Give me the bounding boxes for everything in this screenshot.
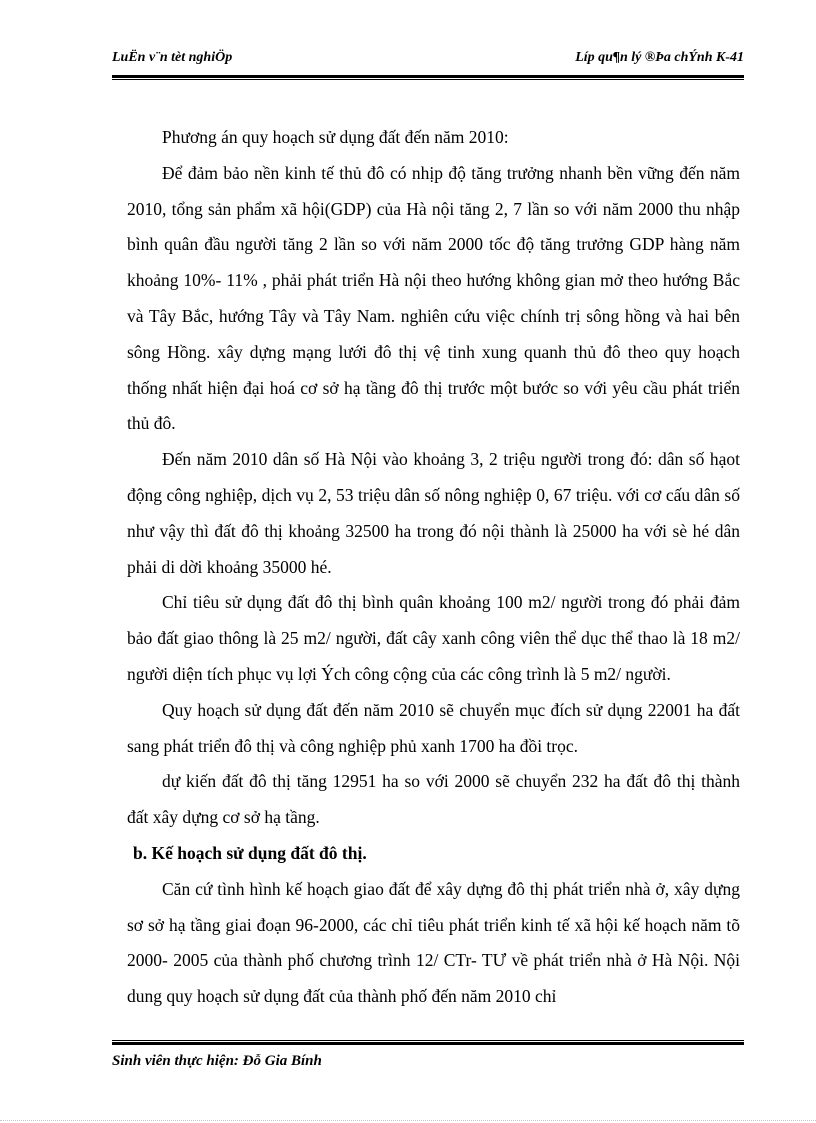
page-footer-author: Sinh viên thực hiện: Đỗ Gia Bính bbox=[112, 1053, 322, 1069]
paragraph-plan-intro: Phương án quy hoạch sử dụng đất đến năm 2010: bbox=[162, 127, 509, 147]
header-thesis-label: LuËn v¨n tèt nghiÖp bbox=[112, 50, 233, 65]
header-class-label: Líp qu¶n lý ®Þa chÝnh K-41 bbox=[575, 50, 744, 65]
page-header bbox=[112, 50, 744, 70]
paragraph-closing: Căn cứ tình hình kế hoạch giao đất để xây dựng đô thị phát triển nhà ở, xây dựng sơ sở hạ tầng giai đoạn 96-2000, các chỉ tiêu phát triển kinh tế xã hội kế hoạch năm tõ 2000- 2005 của thành phố chương trình 12/ CTr- TƯ về phát triển nhà ở Hà Nội. Nội dung quy hoạch sử dụng đất của thành phố đến năm 2010 chỉ bbox=[127, 878, 740, 1007]
section-heading: b. Kế hoạch sử dụng đất đô thị. bbox=[133, 842, 367, 863]
header-divider bbox=[112, 75, 744, 80]
paragraph-growth-target: Để đảm bảo nền kinh tế thủ đô có nhịp độ tăng trưởng nhanh bền vững đến năm 2010, tổng sản phẩm xã hội(GDP) của Hà nội tăng 2, 7 lần so với năm 2000 thu nhập bình quân đầu người tăng 2 lần so với năm 2000 tốc độ tăng trưởng GDP hàng năm khoảng 10%- 11% , phải phát triển Hà nội theo hướng không gian mở theo hướng Bắc và Tây Bắc, hướng Tây và Tây Nam. nghiên cứu việc chính trị sông hồng và hai bên sông Hồng. xây dựng mạng lưới đô thị vệ tinh xung quanh thủ đô theo quy hoạch thống nhất hiện đại hoá cơ sở hạ tầng đô thị trước một bước so với yêu cầu phát triển thủ đô. bbox=[127, 162, 740, 434]
document-body bbox=[127, 120, 740, 1015]
footer-divider bbox=[112, 1040, 744, 1045]
paragraph-land-conversion: Quy hoạch sử dụng đất đến năm 2010 sẽ chuyển mục đích sử dụng 22001 ha đất sang phát triển đô thị và công nghiệp phủ xanh 1700 ha đồi trọc. bbox=[127, 699, 740, 756]
page-edge-marker bbox=[0, 1120, 816, 1121]
paragraph-land-norms: Chỉ tiêu sử dụng đất đô thị bình quân khoảng 100 m2/ người trong đó phải đảm bảo đất giao thông là 25 m2/ người, đất cây xanh công viên thể dục thể thao là 18 m2/ người diện tích phục vụ lợi Ých công cộng của các công trình là 5 m2/ người. bbox=[127, 592, 740, 684]
paragraph-urban-increase: dự kiến đất đô thị tăng 12951 ha so với 2000 sẽ chuyển 232 ha đất đô thị thành đất xây dựng cơ sở hạ tầng. bbox=[127, 771, 740, 828]
paragraph-population: Đến năm 2010 dân số Hà Nội vào khoảng 3, 2 triệu người trong đó: dân số hạot động công nghiệp, dịch vụ 2, 53 triệu dân số nông nghiệp 0, 67 triệu. với cơ cấu dân số như vậy thì đất đô thị khoảng 32500 ha trong đó nội thành là 25000 ha với sè hé dân phải di dời khoảng 35000 hé. bbox=[127, 449, 740, 577]
